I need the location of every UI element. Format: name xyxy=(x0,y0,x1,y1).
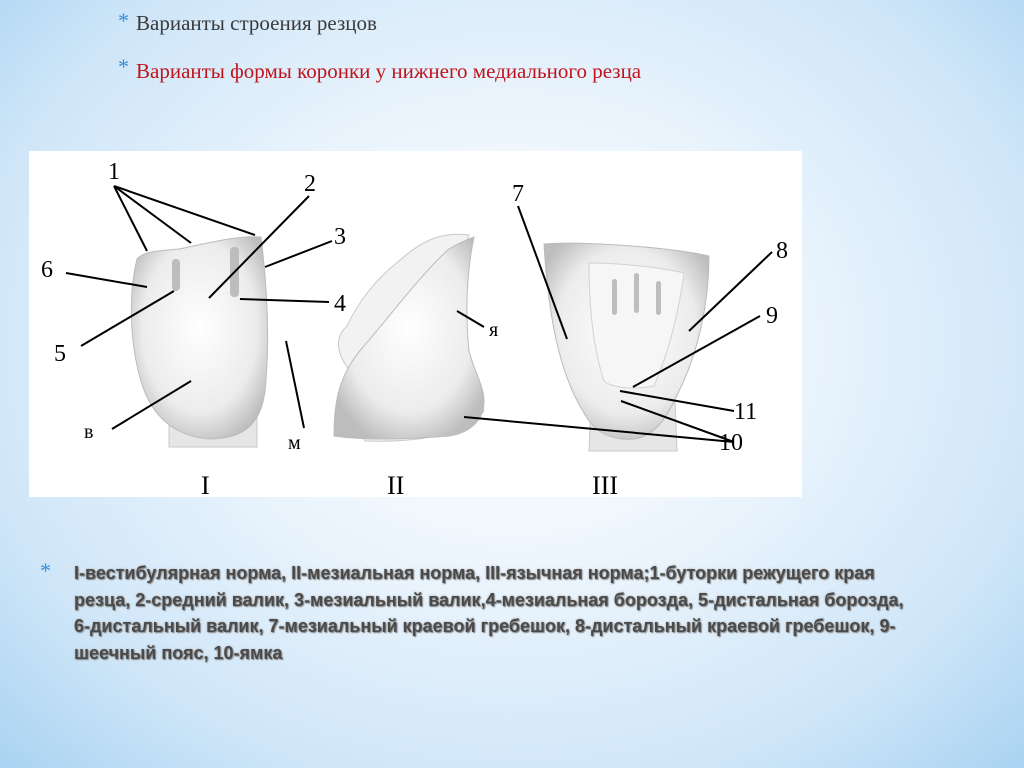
label-ya: я xyxy=(489,319,499,341)
label-9: 9 xyxy=(766,303,778,329)
bullet-star-icon: * xyxy=(118,8,129,33)
label-2: 2 xyxy=(304,171,316,197)
label-8: 8 xyxy=(776,238,788,264)
label-7: 7 xyxy=(512,181,524,207)
tooth-view-1 xyxy=(131,237,267,447)
title-text-2: Варианты формы коронки у нижнего медиального резца xyxy=(136,59,642,83)
figure-caption xyxy=(40,560,920,666)
label-v: в xyxy=(84,421,94,443)
tooth-view-3 xyxy=(544,243,709,451)
incisor-diagram-svg xyxy=(29,151,802,497)
tooth-view-2 xyxy=(334,234,484,441)
view-label-2: II xyxy=(387,471,405,497)
lingual-groove-center xyxy=(634,273,639,313)
leader-1b xyxy=(114,186,191,243)
label-4: 4 xyxy=(334,291,346,317)
label-3: 3 xyxy=(334,224,346,250)
leader-m xyxy=(286,341,304,428)
lingual-groove-left xyxy=(612,279,617,315)
label-m: м xyxy=(288,432,301,454)
title-text-1: Варианты строения резцов xyxy=(136,11,377,35)
incisor-diagram xyxy=(29,151,802,497)
label-10: 10 xyxy=(719,430,743,456)
caption-text: I-вестибулярная норма, II-мезиальная норма, III-язычная норма;1-буторки режущего края резца, 2-средний валик, 3-мезиальный валик,4-мезиальная борозда, 5-дистальная борозда, 6-дистальный валик, 7-мезиальный краевой гребешок, 8-дистальный краевой гребешок, 9-шеечный пояс, 10-ямка xyxy=(74,563,904,663)
label-1: 1 xyxy=(108,159,120,185)
leader-3 xyxy=(265,241,332,267)
bullet-title-2 xyxy=(118,56,776,86)
view-label-3: III xyxy=(592,471,618,497)
view-label-1: I xyxy=(201,471,210,497)
label-6: 6 xyxy=(41,257,53,283)
crown-1 xyxy=(131,237,267,439)
bullet-star-icon: * xyxy=(118,54,129,79)
bullet-title-1 xyxy=(118,10,377,36)
lingual-groove-right xyxy=(656,281,661,315)
label-5: 5 xyxy=(54,341,66,367)
caption-star-icon: * xyxy=(40,558,51,583)
groove-5 xyxy=(172,259,180,291)
label-11: 11 xyxy=(734,399,758,425)
